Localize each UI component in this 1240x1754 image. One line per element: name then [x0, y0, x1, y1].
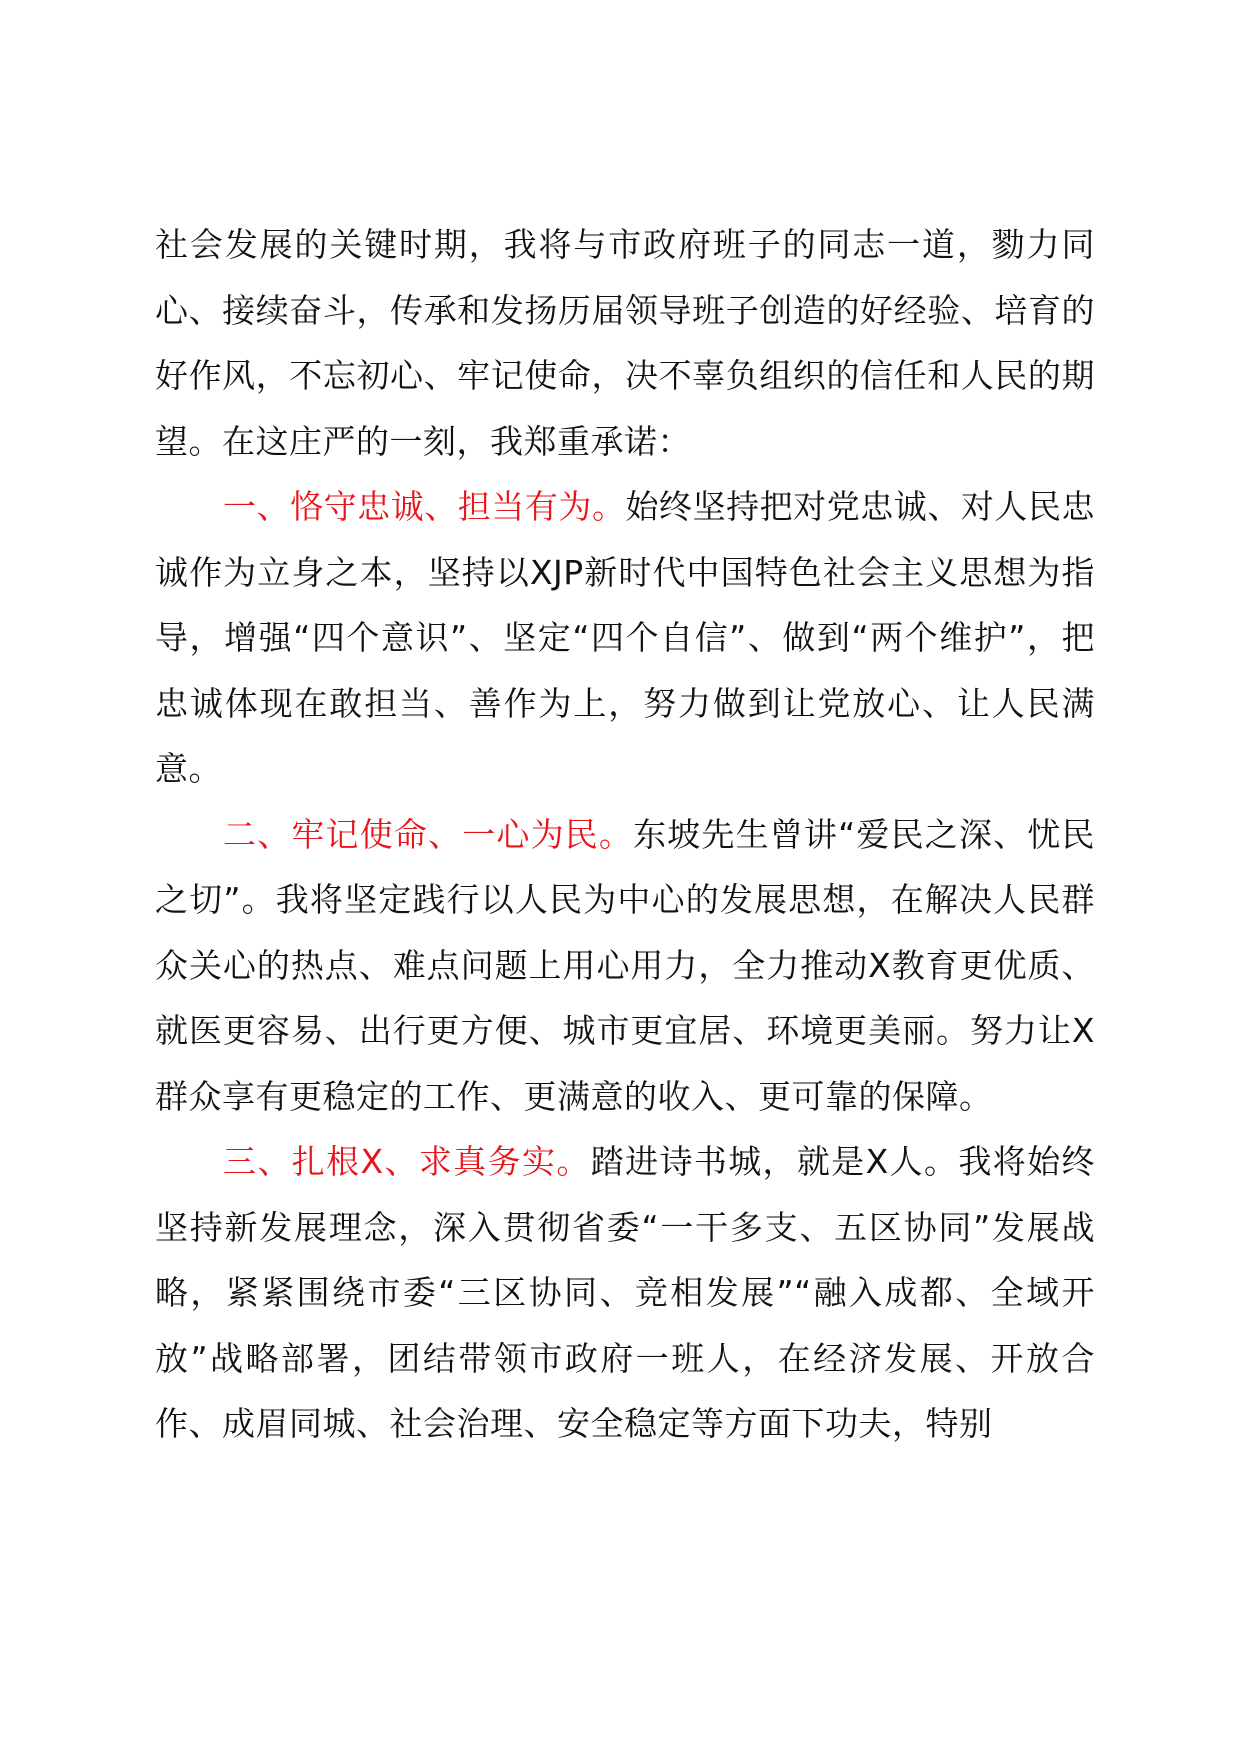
- paragraph-intro: [155, 212, 1095, 474]
- paragraph-pledge-1: [155, 474, 1095, 802]
- paragraph-intro-text: 社会发展的关键时期，我将与市政府班子的同志一道，勠力同心、接续奋斗，传承和发扬历届领导班子创造的好经验、培育的好作风，不忘初心、牢记使命，决不辜负组织的信任和人民的期望。在这庄严的一刻，我郑重承诺：: [155, 225, 1095, 461]
- paragraph-pledge-2: [155, 802, 1095, 1130]
- pledge-3-text: 踏进诗书城，就是X人。我将始终坚持新发展理念，深入贯彻省委“一干多支、五区协同”发展战略，紧紧围绕市委“三区协同、竞相发展”“融入成都、全域开放”战略部署，团结带领市政府一班人，在经济发展、开放合作、成眉同城、社会治理、安全稳定等方面下功夫，特别: [155, 1142, 1096, 1443]
- paragraph-pledge-3: [155, 1129, 1095, 1457]
- pledge-2-heading: 二、牢记使命、一心为民。: [223, 814, 634, 854]
- pledge-1-text: 始终坚持把对党忠诚、对人民忠诚作为立身之本，坚持以XJP新时代中国特色社会主义思想为指导，增强“四个意识”、坚定“四个自信”、做到“两个维护”，把忠诚体现在敢担当、善作为上，努力做到让党放心、让人民满意。: [155, 487, 1096, 788]
- pledge-2-text: 东坡先生曾讲“爱民之深、忧民之切”。我将坚定践行以人民为中心的发展思想，在解决人民群众关心的热点、难点问题上用心用力，全力推动X教育更优质、就医更容易、出行更方便、城市更宜居、环境更美丽。努力让X群众享有更稳定的工作、更满意的收入、更可靠的保障。: [155, 814, 1095, 1116]
- pledge-3-heading: 三、扎根X、求真务实。: [223, 1142, 591, 1181]
- document-page: [155, 212, 1095, 1457]
- pledge-1-heading: 一、恪守忠诚、担当有为。: [223, 487, 626, 526]
